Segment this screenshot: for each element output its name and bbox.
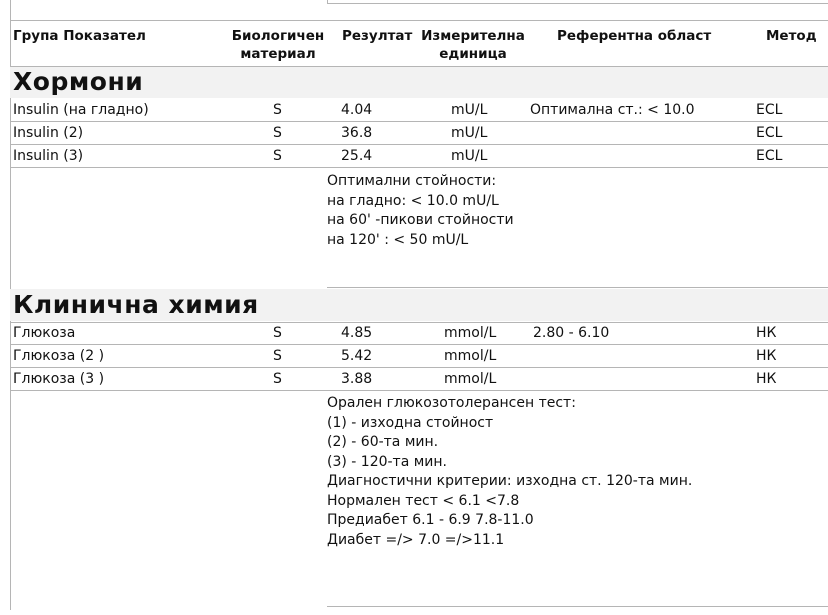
header-result: Резултат — [342, 28, 413, 44]
note-line: (3) - 120-та мин. — [327, 453, 448, 470]
divider — [10, 167, 828, 168]
row-method: ECL — [756, 148, 783, 164]
note-line: Предиабет 6.1 - 6.9 7.8-11.0 — [327, 512, 534, 528]
note-line: Оптимални стойности: — [327, 173, 497, 189]
row-ref: 2.80 - 6.10 — [533, 325, 610, 341]
header-bio-line1: Биологичен — [231, 28, 325, 44]
row-result: 5.42 — [341, 348, 373, 364]
row-ref: Оптимална ст.: < 10.0 — [530, 102, 695, 118]
header-ref: Референтна област — [557, 28, 712, 44]
hormones-note — [327, 172, 514, 250]
row-name: Insulin (2) — [13, 125, 84, 141]
row-name: Глюкоза (2 ) — [13, 348, 105, 364]
divider — [10, 390, 828, 391]
note-line: (2) - 60-та мин. — [327, 434, 439, 450]
header-unit-line2: единица — [439, 46, 507, 62]
note-line: на гладно: < 10.0 mU/L — [327, 192, 499, 209]
header-method: Метод — [766, 28, 817, 44]
row-method: НК — [756, 325, 777, 341]
header-bio-material — [226, 27, 330, 63]
divider — [10, 66, 828, 67]
row-method: НК — [756, 348, 777, 364]
header-unit-line1: Измерителна — [421, 28, 525, 44]
row-name: Insulin (на гладно) — [13, 102, 149, 118]
row-unit: mU/L — [451, 125, 488, 141]
row-result: 25.4 — [341, 148, 373, 164]
divider — [327, 287, 828, 288]
section-title: Хормони — [13, 67, 144, 96]
header-bio-line2: материал — [240, 46, 316, 62]
row-material: S — [273, 371, 282, 387]
note-line: (1) - изходна стойност — [327, 414, 494, 431]
row-result: 4.85 — [341, 325, 373, 341]
row-method: ECL — [756, 102, 783, 118]
row-material: S — [273, 325, 282, 341]
row-name: Глюкоза — [13, 325, 76, 341]
row-material: S — [273, 348, 282, 364]
divider — [327, 606, 828, 607]
note-line: Диагностични критерии: изходна ст. 120-та мин. — [327, 473, 693, 489]
row-method: ECL — [756, 125, 783, 141]
row-name: Insulin (3) — [13, 148, 84, 164]
note-line: Орален глюкозотолерансен тест: — [327, 395, 576, 411]
row-result: 3.88 — [341, 371, 373, 387]
note-line: Нормален тест < 6.1 <7.8 — [327, 492, 520, 509]
row-unit: mmol/L — [444, 325, 497, 341]
row-name: Глюкоза (3 ) — [13, 371, 105, 387]
divider — [10, 344, 828, 345]
row-unit: mU/L — [451, 148, 488, 164]
note-line: Диабет =/> 7.0 =/>11.1 — [327, 531, 505, 548]
row-material: S — [273, 125, 282, 141]
frame-top — [327, 3, 828, 4]
row-unit: mmol/L — [444, 348, 497, 364]
divider — [10, 144, 828, 145]
row-result: 36.8 — [341, 125, 373, 141]
row-unit: mmol/L — [444, 371, 497, 387]
divider — [10, 121, 828, 122]
ogtt-note — [327, 394, 692, 550]
divider — [10, 367, 828, 368]
note-line: на 60' -пикови стойности — [327, 212, 514, 228]
divider — [10, 322, 828, 323]
section-hormones-band — [10, 66, 828, 98]
row-unit: mU/L — [451, 102, 488, 118]
row-material: S — [273, 102, 282, 118]
section-title: Клинична химия — [13, 290, 259, 319]
section-clinical-chemistry-band — [10, 289, 828, 321]
row-method: НК — [756, 371, 777, 387]
header-group: Група Показател — [13, 28, 146, 44]
row-material: S — [273, 148, 282, 164]
note-line: на 120' : < 50 mU/L — [327, 231, 469, 248]
row-result: 4.04 — [341, 102, 373, 118]
header-unit — [417, 27, 529, 63]
header-top-line — [10, 20, 828, 21]
